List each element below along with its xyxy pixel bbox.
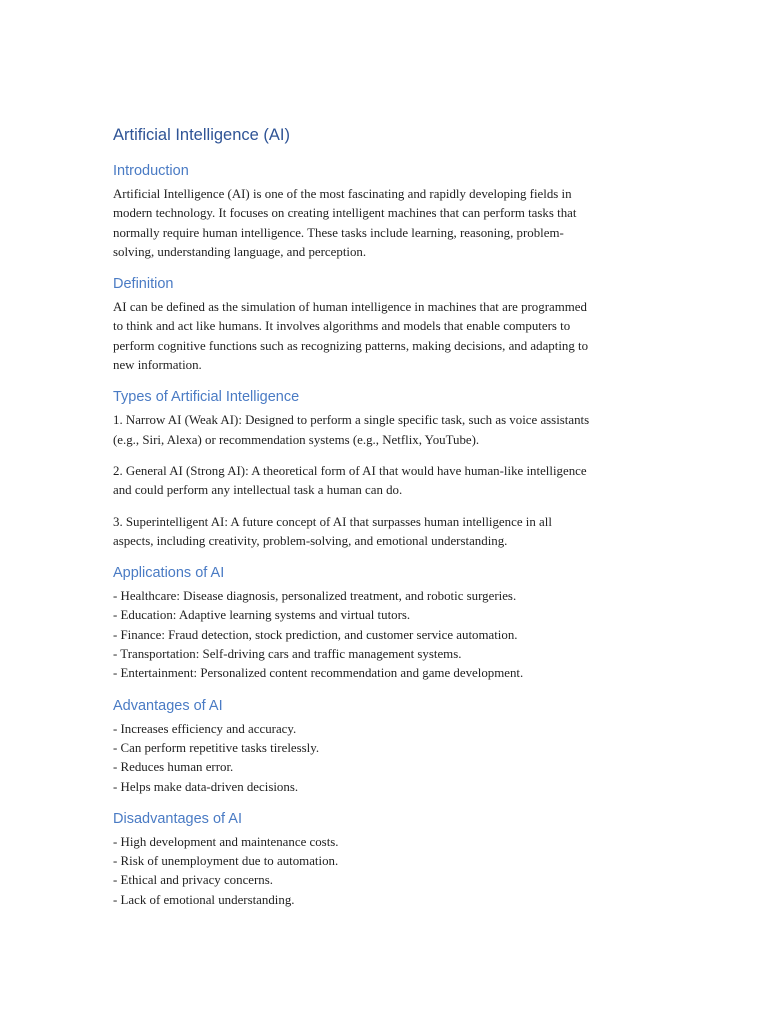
text-line: perform cognitive functions such as recognizing patterns, making decisions, and adapting to [113, 338, 589, 353]
text-line: new information. [113, 358, 202, 373]
paragraph-introduction [113, 185, 673, 262]
list-item: - Increases efficiency and accuracy. [113, 721, 297, 736]
list-item: - Transportation: Self-driving cars and traffic management systems. [113, 647, 462, 662]
text-line: to think and act like humans. It involves algorithms and models that enable computers to [113, 319, 571, 334]
text-line: 3. Superintelligent AI: A future concept of AI that surpasses human intelligence in all [113, 514, 552, 529]
list-item: - Ethical and privacy concerns. [113, 873, 273, 888]
list-item: - High development and maintenance costs. [113, 834, 339, 849]
section-heading-types: Types of Artificial Intelligence [113, 389, 300, 406]
list-item: - Helps make data-driven decisions. [113, 779, 299, 794]
text-line: (e.g., Siri, Alexa) or recommendation systems (e.g., Netflix, YouTube). [113, 432, 480, 447]
document-page [113, 124, 673, 922]
list-item: - Risk of unemployment due to automation. [113, 854, 339, 869]
text-line: AI can be defined as the simulation of human intelligence in machines that are programmed [113, 300, 587, 315]
list-item: - Can perform repetitive tasks tirelessly. [113, 740, 320, 755]
text-line: and could perform any intellectual task a human can do. [113, 483, 403, 498]
text-line: normally require human intelligence. These tasks include learning, reasoning, problem- [113, 225, 564, 240]
section-heading-applications: Applications of AI [113, 565, 225, 582]
document-title: Artificial Intelligence (AI) [113, 126, 290, 144]
section-advantages [113, 696, 673, 797]
text-line: aspects, including creativity, problem-solving, and emotional understanding. [113, 533, 508, 548]
section-disadvantages [113, 809, 673, 910]
type-item-narrow-ai [113, 411, 673, 450]
paragraph-definition [113, 298, 673, 375]
section-heading-advantages: Advantages of AI [113, 697, 223, 714]
text-line: solving, understanding language, and perception. [113, 244, 367, 259]
type-item-general-ai [113, 462, 673, 501]
section-applications [113, 563, 673, 683]
list-advantages [113, 720, 673, 797]
section-types [113, 387, 673, 551]
type-item-superintelligent-ai [113, 513, 673, 552]
section-heading-disadvantages: Disadvantages of AI [113, 810, 242, 827]
list-applications [113, 587, 673, 683]
text-line: modern technology. It focuses on creating intelligent machines that can perform tasks that [113, 206, 577, 221]
list-item: - Healthcare: Disease diagnosis, personalized treatment, and robotic surgeries. [113, 589, 517, 604]
list-item: - Education: Adaptive learning systems and virtual tutors. [113, 608, 411, 623]
text-line: Artificial Intelligence (AI) is one of the most fascinating and rapidly developing fields in [113, 187, 572, 201]
section-definition [113, 274, 673, 375]
section-introduction [113, 161, 673, 262]
list-item: - Lack of emotional understanding. [113, 892, 295, 907]
list-disadvantages [113, 833, 673, 910]
list-item: - Entertainment: Personalized content recommendation and game development. [113, 666, 524, 681]
list-item: - Reduces human error. [113, 760, 234, 775]
text-line: 2. General AI (Strong AI): A theoretical form of AI that would have human-like intelligence [113, 463, 587, 478]
text-line: 1. Narrow AI (Weak AI): Designed to perform a single specific task, such as voice assistants [113, 413, 590, 428]
section-heading-introduction: Introduction [113, 163, 189, 179]
section-heading-definition: Definition [113, 276, 174, 293]
list-item: - Finance: Fraud detection, stock prediction, and customer service automation. [113, 627, 518, 642]
